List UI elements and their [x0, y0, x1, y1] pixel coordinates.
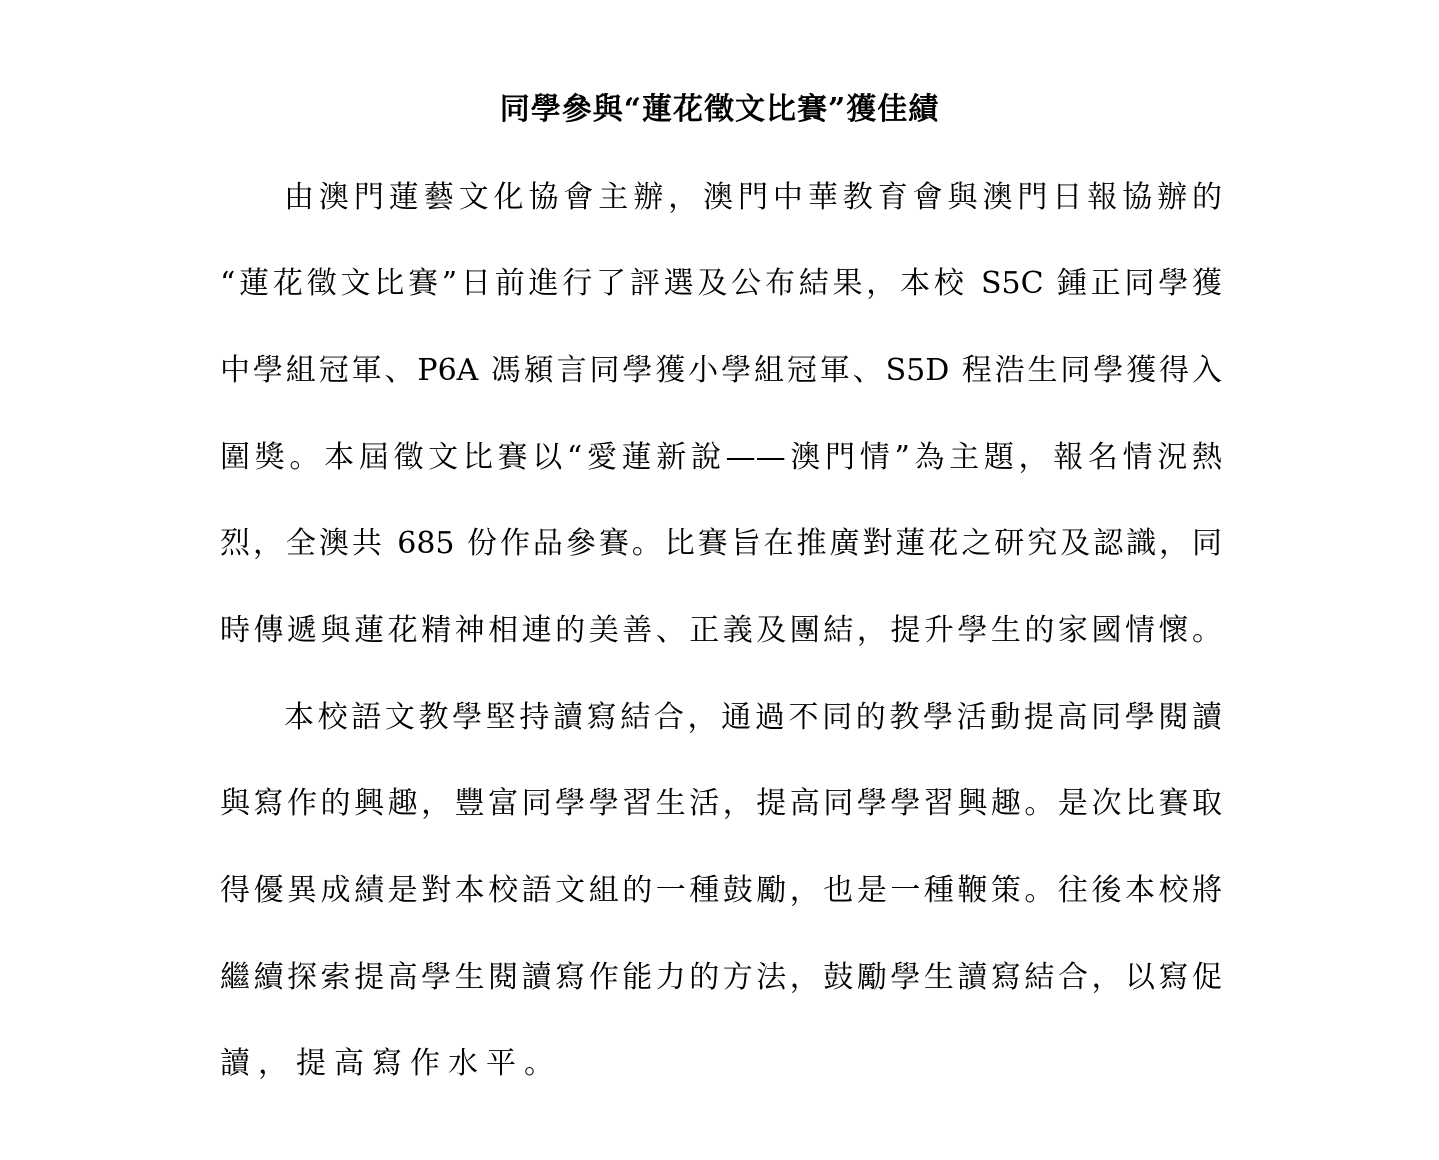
- paragraph-1-line-1: 由澳門蓮藝文化協會主辦，澳門中華教育會與澳門日報協辦的: [284, 180, 1222, 215]
- paragraph-2-line-5: 讀，提高寫作水平。: [220, 1046, 562, 1081]
- paragraph-1-line-6: 時傳遞與蓮花精神相連的美善、正義及團結，提升學生的家國情懷。: [220, 613, 1222, 648]
- paragraph-2-line-3: 得優異成績是對本校語文組的一種鼓勵，也是一種鞭策。往後本校將: [220, 873, 1222, 908]
- paragraph-1-line-5: 烈，全澳共 685 份作品參賽。比賽旨在推廣對蓮花之研究及認識，同: [220, 526, 1222, 561]
- paragraph-2-line-4: 繼續探索提高學生閱讀寫作能力的方法，鼓勵學生讀寫結合，以寫促: [220, 960, 1222, 995]
- paragraph-1-line-4: 圍獎。本屆徵文比賽以“愛蓮新說——澳門情”為主題，報名情況熱: [220, 440, 1222, 475]
- paragraph-1-line-3: 中學組冠軍、P6A 馮潁言同學獲小學組冠軍、S5D 程浩生同學獲得入: [220, 353, 1222, 388]
- paragraph-2-line-2: 與寫作的興趣，豐富同學學習生活，提高同學學習興趣。是次比賽取: [220, 786, 1222, 821]
- paragraph-1-line-2: “蓮花徵文比賽”日前進行了評選及公布結果，本校 S5C 鍾正同學獲: [220, 266, 1222, 301]
- paragraph-2-line-1: 本校語文教學堅持讀寫結合，通過不同的教學活動提高同學閱讀: [284, 700, 1222, 735]
- article-title: 同學參與“蓮花徵文比賽”獲佳績: [499, 92, 940, 127]
